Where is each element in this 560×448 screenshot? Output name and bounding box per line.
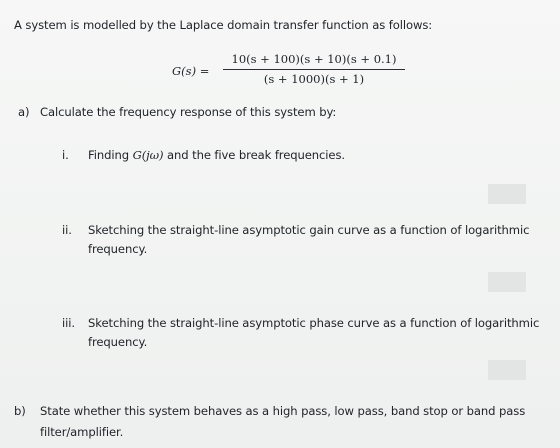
part-b-label: b)	[14, 404, 26, 418]
item-i-text	[88, 148, 345, 163]
part-a-label: a)	[18, 105, 30, 119]
part-b-line1: State whether this system behaves as a high pass, low pass, band stop or band pass	[40, 404, 526, 418]
item-i-text-after: and the five break frequencies.	[163, 148, 345, 162]
redacted-block	[488, 360, 526, 380]
item-ii-line2: frequency.	[88, 242, 148, 256]
redacted-block	[488, 272, 526, 292]
item-ii-line1: Sketching the straight-line asymptotic gain curve as a function of logarithmic	[88, 223, 530, 237]
fraction-bar	[223, 69, 405, 70]
redacted-block	[488, 184, 526, 204]
part-b-line2: filter/amplifier.	[40, 425, 124, 439]
intro-text: A system is modelled by the Laplace domain transfer function as follows:	[14, 18, 433, 32]
equation-numerator: 10(s + 100)(s + 10)(s + 0.1)	[231, 52, 397, 66]
item-ii-label: ii.	[62, 223, 72, 237]
item-i-math: G(jω)	[132, 148, 164, 162]
equation-lhs: G(s) =	[172, 64, 210, 78]
item-iii-line1: Sketching the straight-line asymptotic phase curve as a function of logarithmic	[88, 316, 540, 330]
part-a-text: Calculate the frequency response of this system by:	[40, 105, 337, 119]
transfer-function-fraction	[223, 52, 405, 87]
item-iii-label: iii.	[62, 316, 75, 330]
item-iii-line2: frequency.	[88, 335, 148, 349]
item-i-label: i.	[62, 148, 69, 162]
equation-denominator: (s + 1000)(s + 1)	[263, 72, 365, 86]
item-i-text-before: Finding	[88, 148, 133, 162]
